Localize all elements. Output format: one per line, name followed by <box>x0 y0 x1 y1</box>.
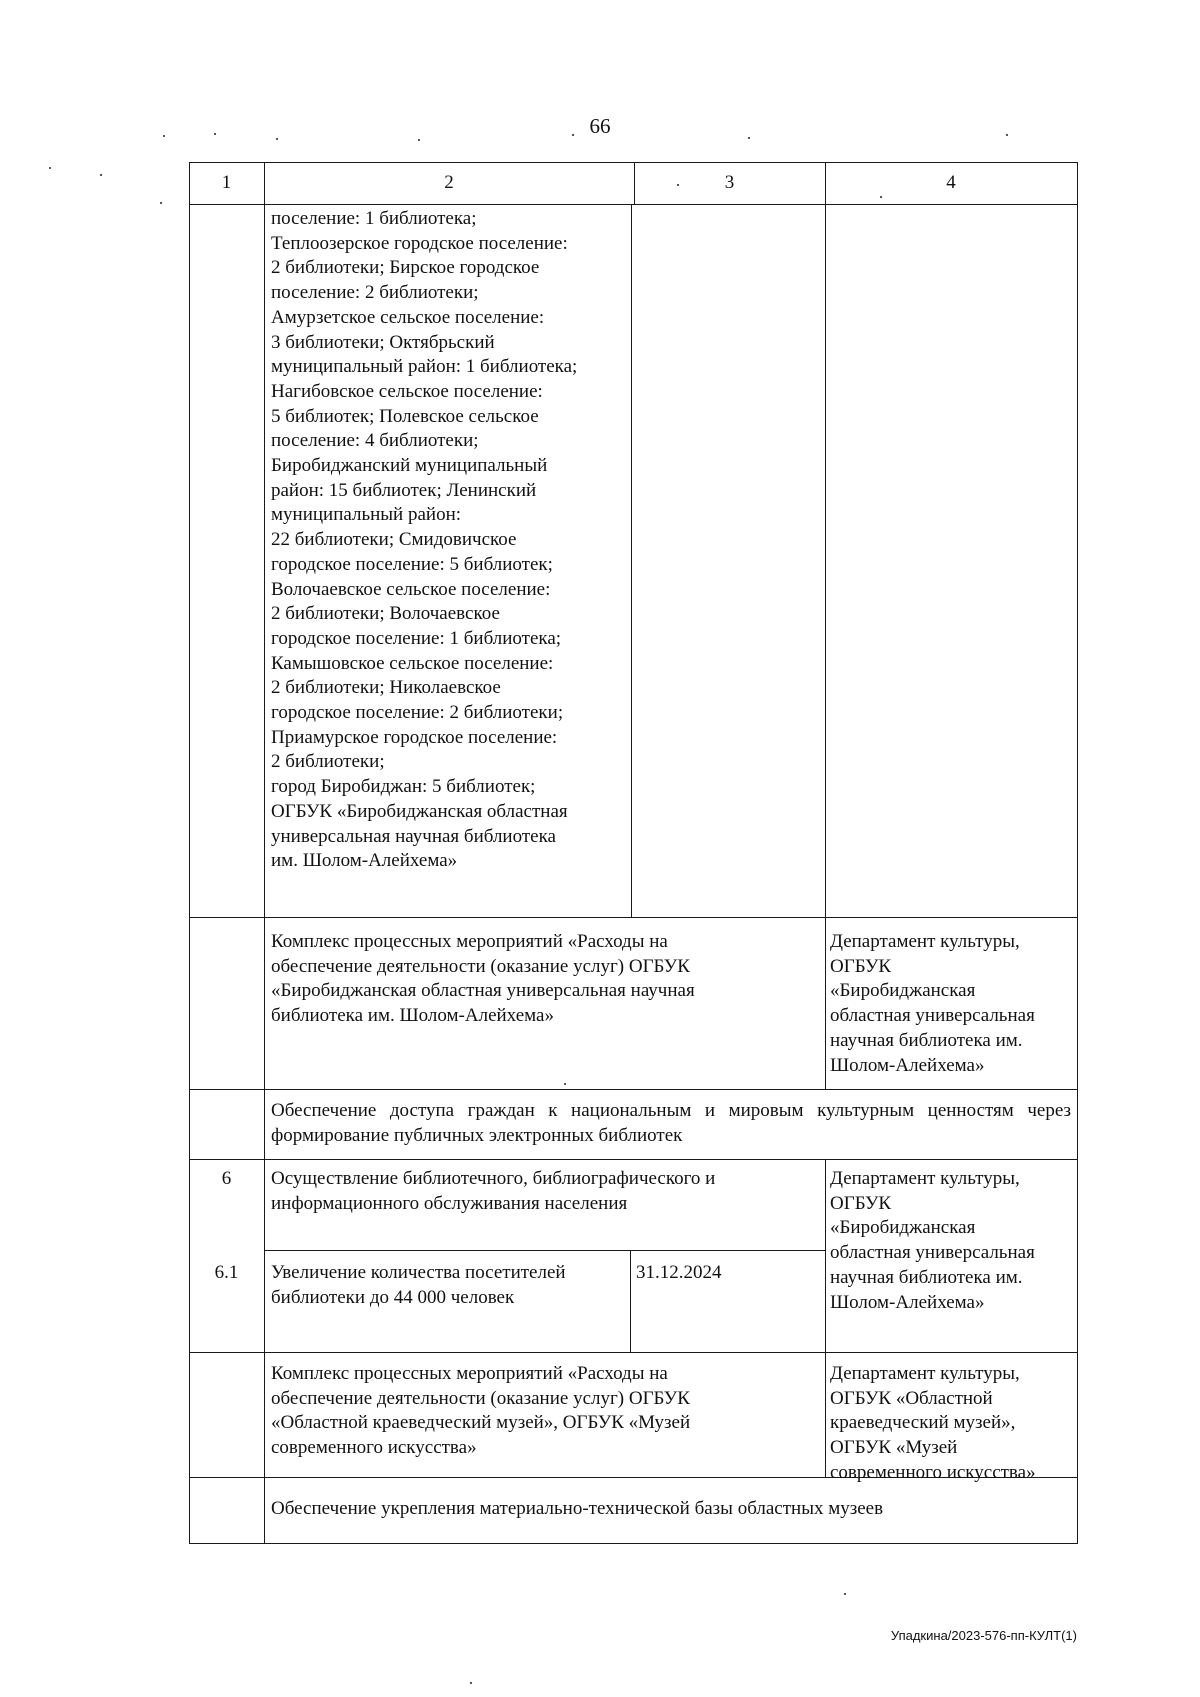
table-row-museum-complex: Комплекс процессных мероприятий «Расходы на обеспечение деятельности (оказание услуг) ОГБУК «Областной краеведческий музей», ОГБУК «Музей современного искусства» <box>271 1363 691 1459</box>
header-col-1: 1 <box>221 172 232 193</box>
header-col-3: 3 <box>724 172 735 193</box>
activities-table <box>189 162 1078 1544</box>
responsible-museum-complex: Департамент культуры, ОГБУК «Областной краеведческий музей», ОГБУК «Музей современного искусства» <box>830 1363 1036 1483</box>
header-col-2: 2 <box>444 172 454 193</box>
header-col-4: 4 <box>946 172 956 193</box>
item-number-6: 6 <box>221 1168 232 1189</box>
responsible-item-6: Департамент культуры, ОГБУК «Биробиджанская областная универсальная научная библиотека им. Шолом-Алейхема» <box>830 1168 1035 1313</box>
page-number: 66 <box>589 114 611 138</box>
table-row-item-6: Осуществление библиотечного, библиографического и информационного обслуживания населения <box>271 1168 716 1214</box>
deadline-item-6-1: 31.12.2024 <box>636 1262 722 1283</box>
table-row-museums-base-goal: Обеспечение укрепления материально-технической базы областных музеев <box>271 1498 884 1519</box>
table-row-item-6-1: Увеличение количества посетителей библиотеки до 44 000 человек <box>271 1262 566 1308</box>
table-row-libraries-list: поселение: 1 библиотека; Теплоозерское городское поселение: 2 библиотеки; Бирское городское поселение: 2 библиотеки; Амурзетское сельское поселение: 3 библиотеки; Октябрьский муниципальный район: 1 библиотека; Нагибовское сельское поселение: 5 библиотек; Полевское сельское поселение: 4 библиотеки; Биробиджанский муниципальный район: 15 библиотек; Ленинский муниципальный район: 22 библиотеки; Смидовичское городское поселение: 5 библиотек; Волочаевское сельское поселение: 2 библиотеки; Волочаевское городское поселение: 1 библиотека; Камышовское сельское поселение: 2 библиотеки; Николаевское городское поселение: 2 библиотеки; Приамурское городское поселение: 2 библиотеки; город Биробиджан: 5 библиотек; ОГБУК «Биробиджанская областная универсальная научная библиотека им. Шолом-Алейхема» <box>271 208 578 872</box>
table-row-library-complex: Комплекс процессных мероприятий «Расходы на обеспечение деятельности (оказание услуг) ОГБУК «Биробиджанская областная универсальная научная библиотека им. Шолом-Алейхема» <box>271 931 695 1027</box>
responsible-library-complex: Департамент культуры, ОГБУК «Биробиджанская областная универсальная научная библиотека им. Шолом-Алейхема» <box>830 931 1035 1076</box>
item-number-6-1: 6.1 <box>214 1262 239 1283</box>
document-reference: Упадкина/2023-576-пп-КУЛТ(1) <box>890 1628 1077 1643</box>
table-row-electronic-libraries-goal: Обеспечение доступа граждан к национальным и мировым культурным ценностям через формирование публичных электронных библиотек <box>271 1100 1071 1146</box>
